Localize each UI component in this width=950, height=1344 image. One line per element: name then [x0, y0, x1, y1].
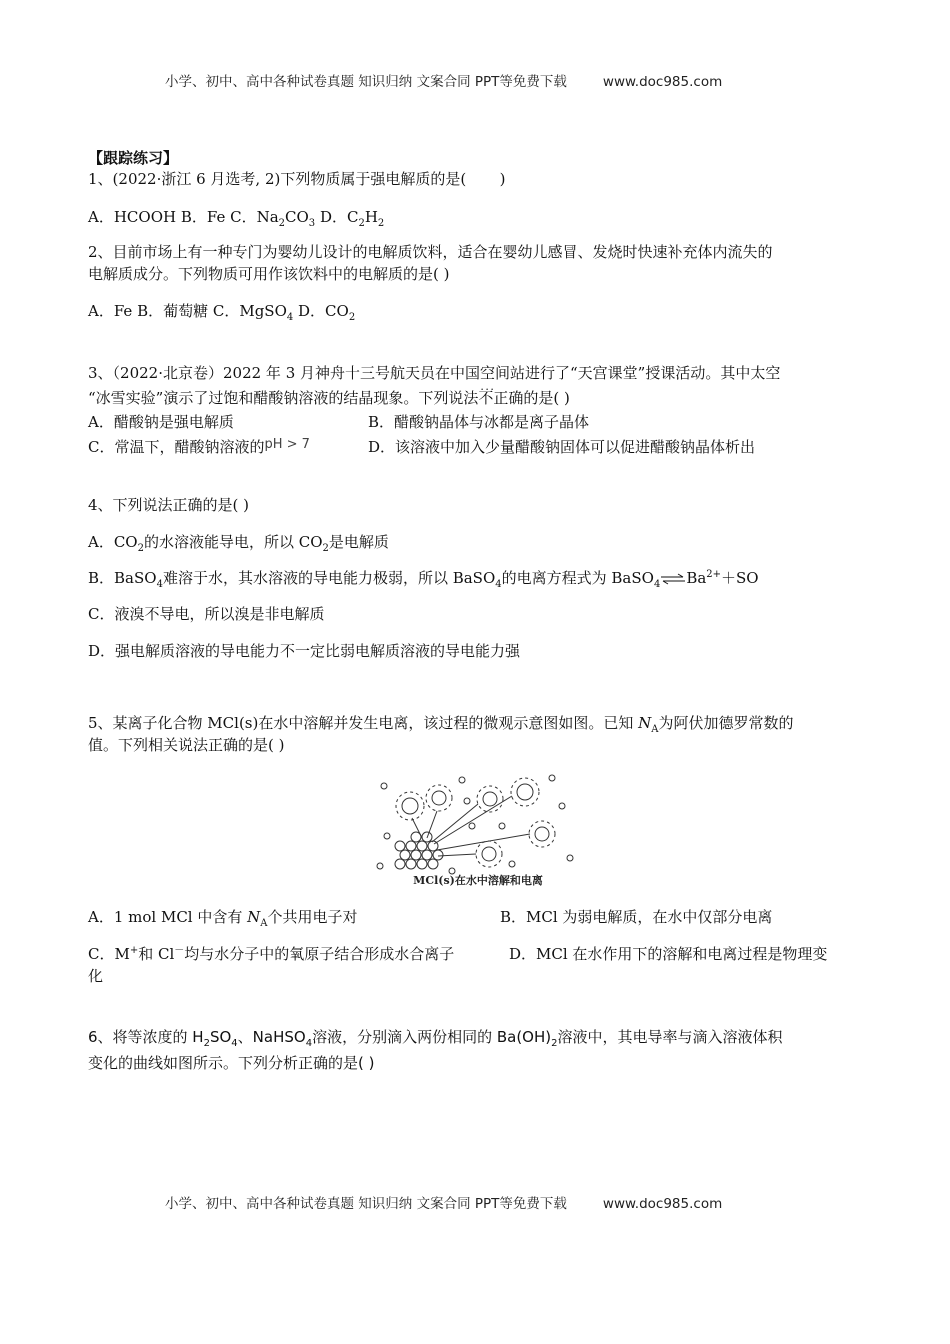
page-footer	[165, 1192, 722, 1212]
ion-hydration-diagram	[372, 766, 584, 890]
q2-options: A．Fe B．葡萄糖 C．MgSO$_4$ D．$CO_2$	[88, 302, 356, 323]
emphasis-dots: 不正确 · · ·	[478, 389, 523, 407]
q5-line2: 值。下列相关说法正确的是( )	[88, 736, 285, 754]
q5-opt-d-cont: 化	[88, 967, 104, 985]
q4-stem: 4、下列说法正确的是( )	[88, 496, 250, 514]
footer-text: 小学、初中、高中各种试卷真题 知识归纳 文案合同 PPT等免费下载	[165, 1196, 567, 1212]
hydrated-ion-icon	[426, 785, 452, 811]
q2-line2: 电解质成分。下列物质可用作该饮料中的电解质的是( )	[88, 265, 450, 283]
footer-site[interactable]: www.doc985.com	[602, 1196, 723, 1212]
crystal-lattice-icon	[395, 832, 443, 869]
q3-opt-b: B．醋酸钠晶体与冰都是离子晶体	[368, 413, 590, 431]
q3-opt-d: D．该溶液中加入少量醋酸钠固体可以促进醋酸钠晶体析出	[368, 438, 756, 456]
q5-line1: 5、某离子化合物 MCl(s)在水中溶解并发生电离，该过程的微观示意图如图。已知 $N_A$为阿伏加德罗常数的	[88, 714, 794, 735]
q2-line1: 2、目前市场上有一种专门为婴幼儿设计的电解质饮料，适合在婴幼儿感冒、发烧时快速补充体内流失的	[88, 243, 773, 261]
hydrated-ion-icon	[396, 792, 424, 820]
q3-opt-c: C．常温下，醋酸钠溶液的pH > 7	[88, 437, 310, 456]
page-header	[165, 70, 722, 90]
header-text: 小学、初中、高中各种试卷真题 知识归纳 文案合同 PPT等免费下载	[165, 74, 567, 90]
q4-opt-b: B．BaSO$_4$难溶于水，其水溶液的导电能力极弱，所以 BaSO$_4$的电离方程式为 BaSO$_4$ $Ba^{2+}+SO$	[88, 569, 759, 590]
header-site[interactable]: www.doc985.com	[602, 74, 723, 90]
water-molecule-icon	[377, 775, 573, 874]
section-title: 【跟踪练习】	[88, 149, 179, 167]
equilibrium-arrow-icon	[660, 572, 686, 586]
q5-opt-a: A．1 mol MCl 中含有 $N_A$个共用电子对	[88, 908, 358, 929]
hydrated-ion-icon	[476, 841, 502, 867]
hydrated-ion-icon	[529, 821, 555, 847]
q6-line1: 6、将等浓度的 $H_2SO_4$、NaHSO$_4$溶液，分别滴入两份相同的 $Ba(OH)_2$溶液中，其电导率与滴入溶液体积	[88, 1028, 783, 1049]
q5-opt-b: B．MCl 为弱电解质，在水中仅部分电离	[500, 908, 773, 926]
q4-opt-d: D．强电解质溶液的导电能力不一定比弱电解质溶液的导电能力强	[88, 642, 521, 660]
q3-line2: “冰雪实验”演示了过饱和醋酸钠溶液的结晶现象。下列说法不正确 · · ·的是( )	[88, 388, 570, 408]
arrow-icon	[412, 796, 530, 856]
q3-opt-a: A．醋酸钠是强电解质	[88, 413, 234, 431]
hydrated-ion-icon	[511, 778, 539, 806]
hydrated-ion-icon	[477, 786, 503, 812]
dissolution-figure	[372, 766, 584, 890]
q6-line2: 变化的曲线如图所示。下列分析正确的是( )	[88, 1054, 375, 1072]
q4-opt-c: C．液溴不导电，所以溴是非电解质	[88, 605, 325, 623]
q1-options: A．HCOOH B．Fe C．$Na_2CO_3$ D．$C_2H_2$	[88, 208, 385, 229]
q5-opt-c: C．M+和 Cl－均与水分子中的氧原子结合形成水合离子	[88, 945, 455, 963]
figure-caption: MCl(s)在水中溶解和电离	[413, 874, 543, 887]
q1-stem: 1、(2022·浙江 6 月选考, 2)下列物质属于强电解质的是( )	[88, 170, 506, 188]
q5-opt-d: D．MCl 在水作用下的溶解和电离过程是物理变	[509, 945, 828, 963]
q3-line1: 3、（2022·北京卷）2022 年 3 月神舟十三号航天员在中国空间站进行了“天宫课堂”授课活动。其中太空	[88, 364, 781, 382]
q4-opt-a: A．$CO_2$的水溶液能导电，所以 $CO_2$是电解质	[88, 533, 389, 554]
